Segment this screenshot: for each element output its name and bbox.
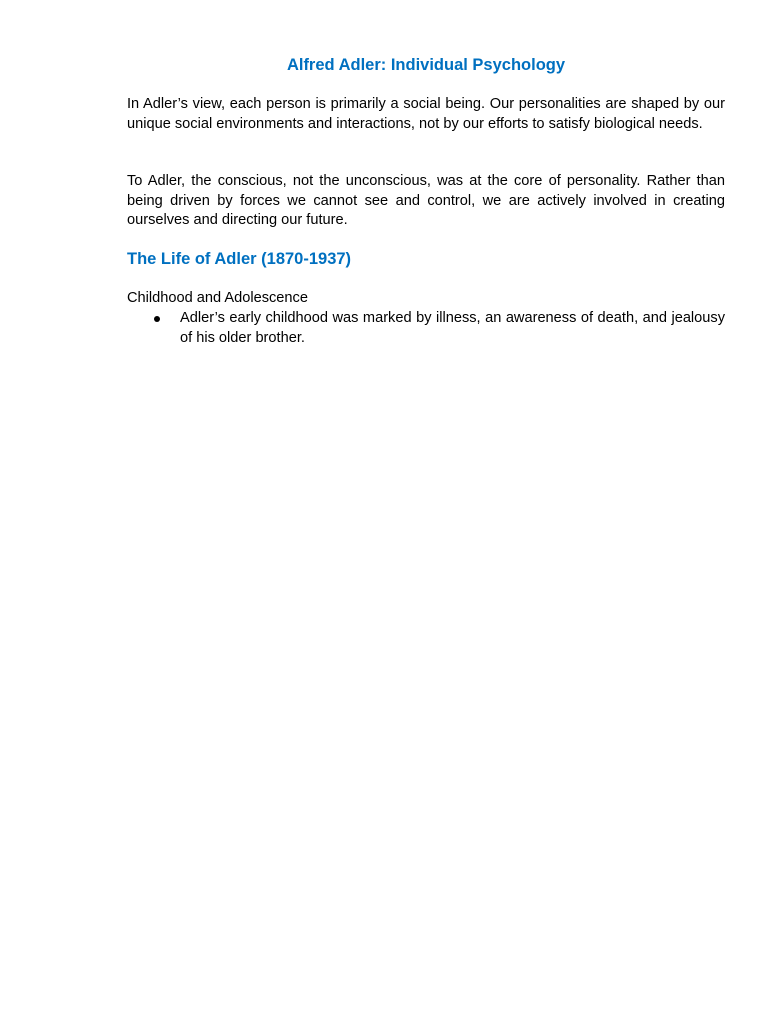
bullet-text: Adler’s early childhood was marked by illness, an awareness of death, and jealousy of his older brother. bbox=[180, 310, 725, 346]
list-item bbox=[127, 309, 725, 348]
paragraph-conscious: To Adler, the conscious, not the unconscious, was at the core of personality. Rather than being driven by forces we cannot see and control, we are actively involved in creating ourselves and directing our future. bbox=[127, 173, 725, 228]
bullet-icon bbox=[154, 316, 160, 322]
bullet-list bbox=[127, 309, 725, 348]
section-heading: The Life of Adler (1870-1937) bbox=[127, 250, 352, 268]
page-title: Alfred Adler: Individual Psychology bbox=[286, 56, 566, 74]
subheading: Childhood and Adolescence bbox=[127, 290, 308, 306]
paragraph-social-being: In Adler’s view, each person is primarily a social being. Our personalities are shaped by our unique social environments and interactions, not by our efforts to satisfy biological needs. bbox=[127, 96, 725, 132]
